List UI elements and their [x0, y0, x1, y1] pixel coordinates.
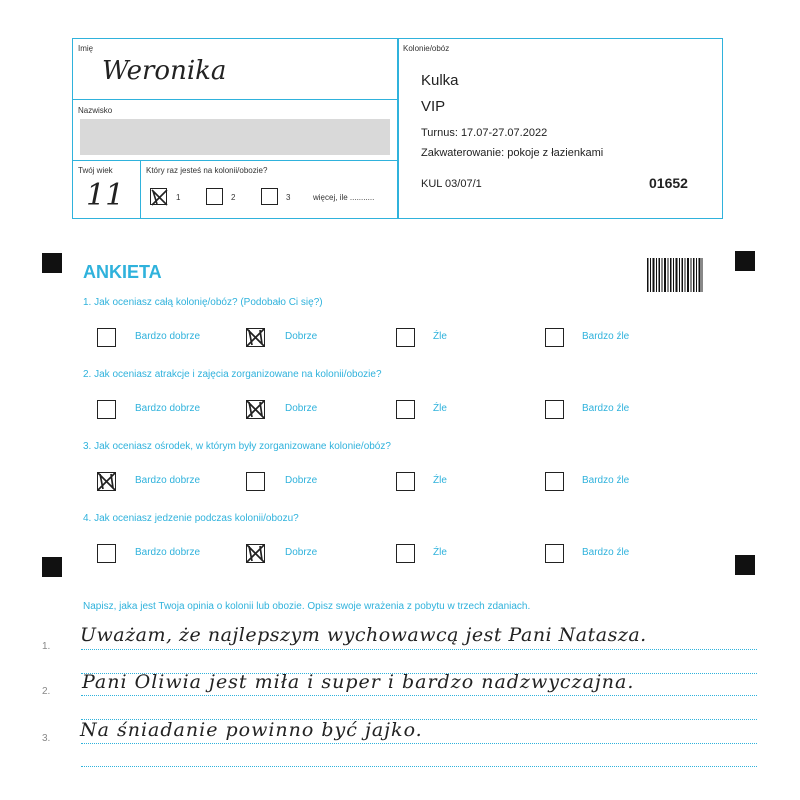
question-1-checkbox-1[interactable] [97, 328, 116, 347]
question-4-option-label: Bardzo dobrze [135, 547, 201, 558]
writing-line [81, 743, 757, 744]
camp-code: KUL 03/07/1 [421, 178, 482, 190]
check-mark-icon [246, 328, 265, 347]
check-mark-icon [246, 400, 265, 419]
question-1-option-label: Bardzo dobrze [135, 331, 201, 342]
question-3-checkbox-3[interactable] [396, 472, 415, 491]
line-number-1: 1. [42, 641, 51, 652]
camp-type: VIP [421, 98, 446, 115]
registration-marker [735, 251, 755, 271]
first-name-label: Imię [78, 44, 94, 53]
age-value: 11 [86, 178, 125, 213]
opinion-line-2: Pani Oliwia jest miła i super i bardzo nadzwyczajna. [82, 671, 635, 693]
question-1-checkbox-2[interactable] [246, 328, 265, 347]
writing-line [81, 766, 757, 767]
visit-count-checkbox-2[interactable] [206, 188, 223, 205]
question-4-checkbox-2[interactable] [246, 544, 265, 563]
divider [72, 99, 399, 100]
question-4-option-label: Źle [433, 547, 447, 558]
opinion-line-1: Uważam, że najlepszym wychowawcą jest Pani Natasza. [80, 624, 647, 646]
question-1-option-label: Źle [433, 331, 447, 342]
registration-marker [42, 557, 62, 577]
opinion-line-3: Na śniadanie powinno być jajko. [80, 719, 423, 741]
visit-count-label: Który raz jesteś na kolonii/obozie? [146, 166, 268, 175]
question-1: 1. Jak oceniasz całą kolonię/obóz? (Podobało Ci się?) [83, 297, 323, 308]
question-3-checkbox-2[interactable] [246, 472, 265, 491]
question-3-option-label: Źle [433, 475, 447, 486]
question-4-checkbox-1[interactable] [97, 544, 116, 563]
question-1-checkbox-3[interactable] [396, 328, 415, 347]
camp-accommodation: Zakwaterowanie: pokoje z łazienkami [421, 147, 604, 159]
writing-line [81, 649, 757, 650]
registration-marker [735, 555, 755, 575]
question-2-checkbox-2[interactable] [246, 400, 265, 419]
check-mark-icon [151, 189, 168, 206]
visit-count-checkbox-1[interactable] [150, 188, 167, 205]
barcode-icon [647, 258, 703, 292]
question-1-option-label: Bardzo źle [582, 331, 630, 342]
registration-marker [42, 253, 62, 273]
camp-label: Kolonie/obóz [403, 44, 450, 53]
check-mark-icon [97, 472, 116, 491]
question-3-checkbox-4[interactable] [545, 472, 564, 491]
line-number-3: 3. [42, 733, 51, 744]
question-4-option-label: Dobrze [285, 547, 318, 558]
visit-count-more-label: więcej, ile ........... [313, 193, 375, 202]
question-4: 4. Jak oceniasz jedzenie podczas kolonii/obozu? [83, 513, 299, 524]
question-1-option-label: Dobrze [285, 331, 318, 342]
visit-count-option-1: 1 [176, 193, 181, 202]
check-mark-icon [246, 544, 265, 563]
first-name-value: Weronika [102, 56, 227, 86]
question-2: 2. Jak oceniasz atrakcje i zajęcia zorganizowane na kolonii/obozie? [83, 369, 382, 380]
survey-title: ANKIETA [83, 262, 162, 282]
question-3-option-label: Bardzo dobrze [135, 475, 201, 486]
question-2-checkbox-3[interactable] [396, 400, 415, 419]
last-name-redaction [80, 119, 390, 155]
visit-count-option-2: 2 [231, 193, 236, 202]
form-number: 01652 [649, 175, 688, 191]
question-2-option-label: Źle [433, 403, 447, 414]
opinion-prompt: Napisz, jaka jest Twoja opinia o kolonii lub obozie. Opisz swoje wrażenia z pobytu w trzech zdaniach. [83, 601, 531, 612]
divider [140, 160, 141, 219]
question-4-option-label: Bardzo źle [582, 547, 630, 558]
camp-turnus: Turnus: 17.07-27.07.2022 [421, 127, 548, 139]
question-3-checkbox-1[interactable] [97, 472, 116, 491]
question-2-option-label: Bardzo dobrze [135, 403, 201, 414]
camp-name: Kulka [421, 72, 459, 89]
question-4-checkbox-3[interactable] [396, 544, 415, 563]
question-4-checkbox-4[interactable] [545, 544, 564, 563]
visit-count-checkbox-3[interactable] [261, 188, 278, 205]
question-3-option-label: Bardzo źle [582, 475, 630, 486]
question-3: 3. Jak oceniasz ośrodek, w którym były zorganizowane kolonie/obóz? [83, 441, 391, 452]
age-label: Twój wiek [78, 166, 113, 175]
question-3-option-label: Dobrze [285, 475, 318, 486]
question-2-checkbox-4[interactable] [545, 400, 564, 419]
question-1-checkbox-4[interactable] [545, 328, 564, 347]
question-2-option-label: Bardzo źle [582, 403, 630, 414]
writing-line [81, 695, 757, 696]
question-2-checkbox-1[interactable] [97, 400, 116, 419]
line-number-2: 2. [42, 686, 51, 697]
last-name-label: Nazwisko [78, 106, 113, 115]
divider [72, 160, 399, 161]
question-2-option-label: Dobrze [285, 403, 318, 414]
visit-count-option-3: 3 [286, 193, 291, 202]
